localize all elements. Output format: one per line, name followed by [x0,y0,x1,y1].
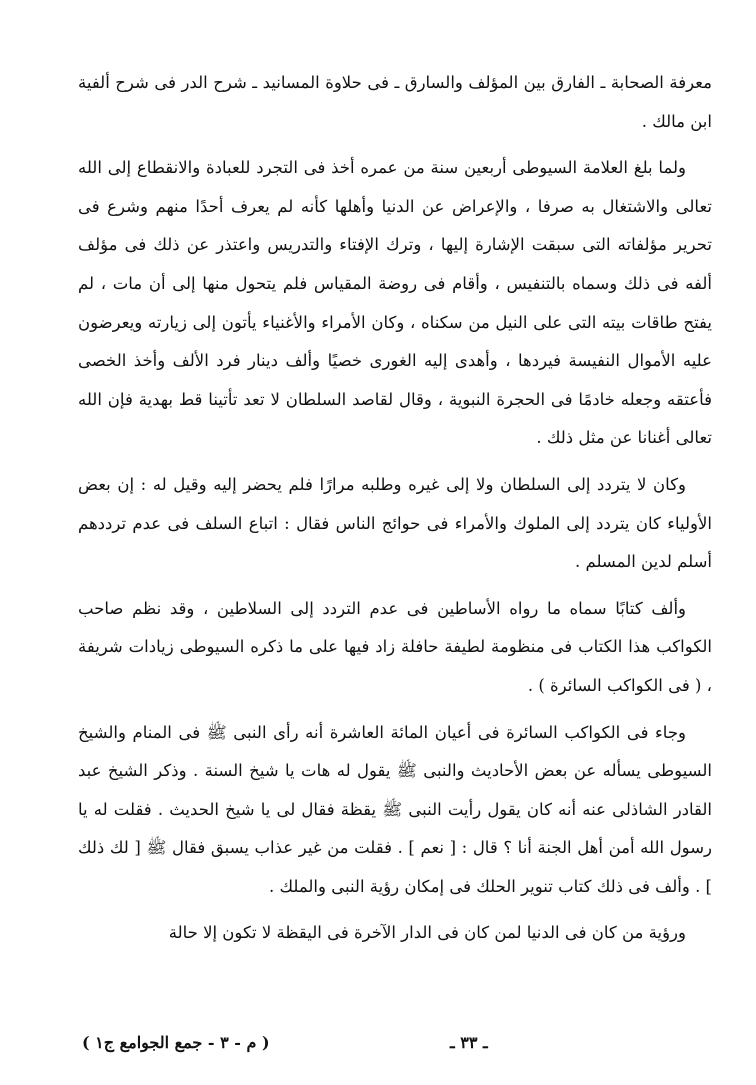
paragraph-1: معرفة الصحابة ـ الفارق بين المؤلف والسارق ـ فى حلاوة المسانيد ـ شرح الدر فى شرح ألفية ابن مالك . [78,73,712,131]
page-number: ـ ٣٣ ـ [450,1033,488,1052]
paragraph-4: وألف كتابًا سماه ما رواه الأساطين فى عدم التردد إلى السلاطين ، وقد نظم صاحب الكواكب هذا الكتاب فى منظومة لطيفة حافلة زاد فيها على ما ذكره السيوطى زيادات شريفة ، ( فى الكواكب السائرة ) . [78,598,712,695]
body-text [78,64,712,961]
paragraph-3: وكان لا يتردد إلى السلطان ولا إلى غيره وطلبه مرارًا فلم يحضر إليه وقيل له : إن بعض الأولياء كان يتردد إلى الملوك والأمراء فى حوائج الناس فقال : اتباع السلف فى عدم ترددهم أسلم لدين المسلم . [78,474,712,572]
page-footer [78,1033,712,1057]
paragraph-2: ولما بلغ العلامة السيوطى أربعين سنة من عمره أخذ فى التجرد للعبادة والانقطاع إلى الله تعالى والاشتغال به صرفا ، والإعراض عن الدنيا وأهلها كأنه لم يعرف أحدًا منهم وشرع فى تحرير مؤلفاته التى سبقت الإشارة إليها ، وترك الإفتاء والتدريس واعتذر عن ذلك فى مؤلف ألفه فى ذلك وسماه بالتنفيس ، وأقام فى روضة المقياس فلم يتحول منها إلى أن مات ، لم يفتح طاقات بيته التى على النيل من سكناه ، وكان الأمراء والأغنياء يأتون إلى زيارته ويعرضون عليه الأموال النفيسة فيردها ، وأهدى إليه الغورى خصيًا وألف دينار فرد الألف وأخذ الخصى فأعتقه وجعله خادمًا فى الحجرة النبوية ، وقال لقاصد السلطان لا تعد تأتينا قط بهدية فإن الله تعالى أغنانا عن مثل ذلك . [78,158,712,448]
signature-mark: ( م - ٣ - جمع الجوامع ج١ ) [82,1033,270,1052]
paragraph-6: ورؤية من كان فى الدنيا لمن كان فى الدار الآخرة فى اليقظة لا تكون إلا حالة [168,923,686,943]
paragraph-5: وجاء فى الكواكب السائرة فى أعيان المائة العاشرة أنه رأى النبى ﷺ فى المنام والشيخ السيوطى يسأله عن بعض الأحاديث والنبى ﷺ يقول له هات يا شيخ السنة . وذكر الشيخ عبد القادر الشاذلى عنه أنه كان يقول رأيت النبى ﷺ يقظة فقال لى يا شيخ الحديث . فقلت له يا رسول الله أمن أهل الجنة أنا ؟ قال : [ نعم ] . فقلت من غير عذاب يسبق فقال ﷺ [ لك ذلك ] . وألف فى ذلك كتاب تنوير الحلك فى إمكان رؤية النبى والملك . [78,722,712,896]
